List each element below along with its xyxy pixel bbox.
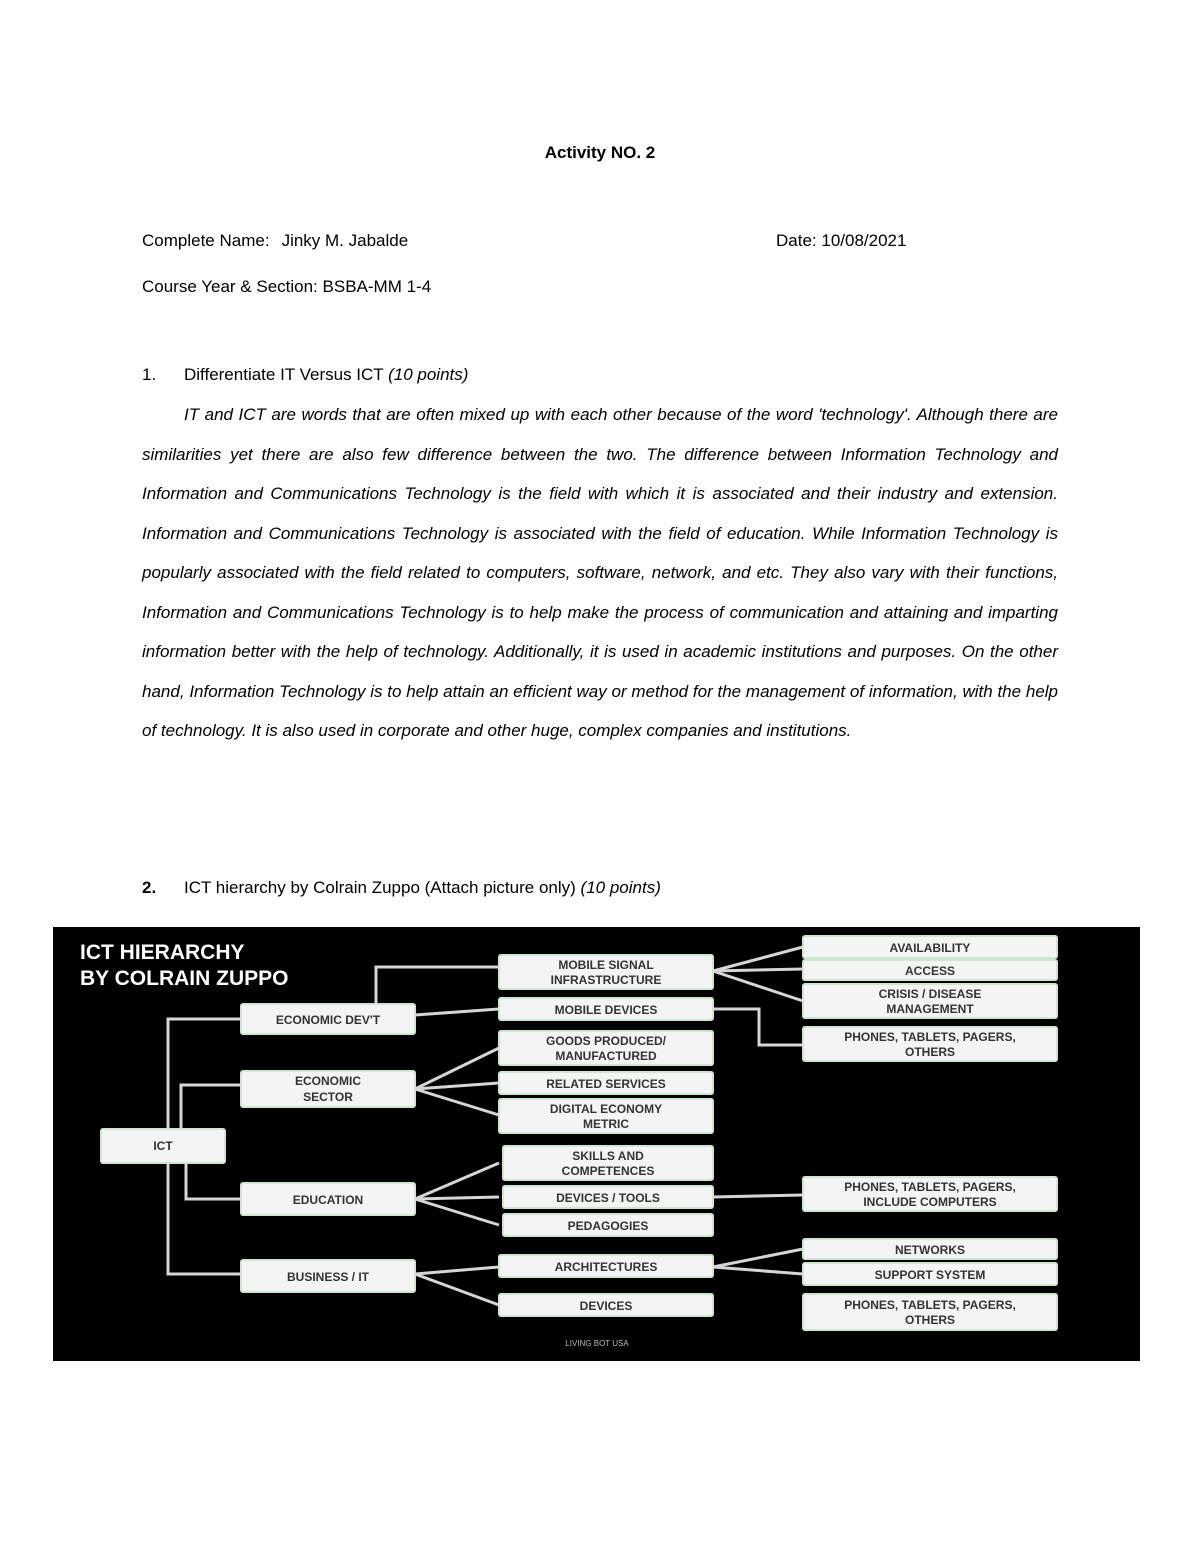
name-label: Complete Name: [142,231,270,250]
connector [713,1249,803,1267]
svg-text:SUPPORT SYSTEM: SUPPORT SYSTEM [874,1268,986,1282]
connector [168,1161,241,1274]
svg-text:NETWORKS: NETWORKS [895,1243,965,1257]
svg-text:METRIC: METRIC [583,1117,629,1131]
connector [713,1267,803,1274]
node-related-services [499,1072,713,1094]
svg-text:DEVICES: DEVICES [579,1299,633,1313]
node-digital-economy [499,1099,713,1133]
question-number: 1. [142,365,157,384]
svg-text:ECONOMIC: ECONOMIC [295,1074,361,1088]
node-devices [499,1294,713,1316]
svg-text:SECTOR: SECTOR [303,1090,353,1104]
question-1-heading [142,365,468,385]
diagram-title-line2: BY COLRAIN ZUPPO [80,967,289,990]
svg-text:MOBILE SIGNAL: MOBILE SIGNAL [558,958,654,972]
date-label: Date: [776,231,817,250]
connector [186,1161,241,1199]
course-row [142,277,431,297]
svg-text:EDUCATION: EDUCATION [292,1193,364,1207]
svg-text:COMPETENCES: COMPETENCES [561,1164,655,1178]
svg-text:PEDAGOGIES: PEDAGOGIES [567,1219,649,1233]
node-support-system [803,1263,1057,1285]
connector [181,1085,241,1129]
name-row [142,231,408,251]
svg-text:PHONES, TABLETS, PAGERS,: PHONES, TABLETS, PAGERS, [844,1298,1016,1312]
question-prompt: ICT hierarchy by Colrain Zuppo (Attach picture only) [184,878,576,897]
node-crisis [803,984,1057,1018]
connector [415,1089,499,1115]
diagram-credit: LIVING BOT USA [565,1339,629,1348]
connector [713,947,803,971]
diagram-canvas [53,927,1140,1361]
svg-text:DEVICES / TOOLS: DEVICES / TOOLS [556,1191,660,1205]
svg-text:INCLUDE COMPUTERS: INCLUDE COMPUTERS [863,1195,997,1209]
node-phones-others-bottom [803,1294,1057,1330]
course-value: BSBA-MM 1-4 [322,277,432,296]
connector [168,1019,241,1145]
node-economic-sector [241,1071,415,1107]
connector [713,969,803,971]
date-value: 10/08/2021 [821,231,907,250]
node-phones-others [803,1027,1057,1061]
connector [415,1267,499,1274]
node-architectures [499,1255,713,1277]
svg-text:ECONOMIC DEV'T: ECONOMIC DEV'T [275,1013,381,1027]
svg-text:OTHERS: OTHERS [904,1313,956,1327]
connector [415,1199,499,1225]
course-label: Course Year & Section: [142,277,318,296]
node-economic-devt [241,1004,415,1034]
node-devices-tools [503,1186,713,1208]
node-pedagogies [503,1214,713,1236]
node-education [241,1183,415,1215]
node-ict [101,1129,225,1163]
question-number: 2. [142,878,157,897]
svg-text:ARCHITECTURES: ARCHITECTURES [554,1260,658,1274]
node-availability [803,936,1057,958]
name-value: Jinky M. Jabalde [281,231,409,250]
connector [713,1195,803,1197]
svg-text:PHONES, TABLETS, PAGERS,: PHONES, TABLETS, PAGERS, [844,1030,1016,1044]
node-networks [803,1239,1057,1259]
svg-text:RELATED SERVICES: RELATED SERVICES [546,1077,666,1091]
svg-text:CRISIS / DISEASE: CRISIS / DISEASE [878,987,982,1001]
svg-text:OTHERS: OTHERS [904,1045,956,1059]
svg-text:MOBILE DEVICES: MOBILE DEVICES [554,1003,658,1017]
connector [713,1009,803,1045]
node-skills [503,1146,713,1180]
ict-hierarchy-diagram [53,927,1140,1361]
svg-text:BUSINESS / IT: BUSINESS / IT [286,1270,370,1284]
question-prompt: Differentiate IT Versus ICT [184,365,384,384]
diagram-title-line1: ICT HIERARCHY [80,941,245,964]
connector [415,1163,499,1199]
question-points: (10 points) [580,878,661,897]
node-access [803,960,1057,980]
svg-text:MANAGEMENT: MANAGEMENT [886,1002,974,1016]
question-2-heading [142,878,661,898]
node-goods-produced [499,1031,713,1065]
connector [376,967,499,1004]
node-business-it [241,1260,415,1292]
node-mobile-signal [499,955,713,989]
connector [415,1274,499,1305]
connector [415,1197,499,1199]
date-row [776,231,906,251]
svg-text:MANUFACTURED: MANUFACTURED [555,1049,657,1063]
svg-text:INFRASTRUCTURE: INFRASTRUCTURE [550,973,662,987]
answer-paragraph: IT and ICT are words that are often mixed up with each other because of the word 'technology'. Although there are similarities yet there are also few difference between the two. The difference between Information Technology and Information and Communications Technology is the field with which it is associated and their industry and extension. Information and Communications Technology is associated with the field of education. While Information Technology is popularly associated with the field related to computers, software, network, and etc. They also vary with their functions, Information and Communications Technology is to help make the process of communication and attaining and imparting information better with the help of technology. Additionally, it is used in academic institutions and purposes. On the other hand, Information Technology is to help attain an efficient way or method for the management of information, with the help of technology. It is also used in corporate and other huge, complex companies and institutions. [142,405,1058,740]
svg-text:PHONES, TABLETS, PAGERS,: PHONES, TABLETS, PAGERS, [844,1180,1016,1194]
svg-text:ICT: ICT [153,1139,173,1153]
svg-text:AVAILABILITY: AVAILABILITY [889,941,971,955]
node-phones-computers [803,1177,1057,1211]
svg-text:DIGITAL ECONOMY: DIGITAL ECONOMY [549,1102,663,1116]
connector [713,971,803,1001]
svg-text:ACCESS: ACCESS [904,964,956,978]
svg-text:SKILLS AND: SKILLS AND [572,1149,644,1163]
node-mobile-devices [499,998,713,1020]
connector [415,1009,499,1015]
page-title: Activity NO. 2 [544,143,656,162]
question-points: (10 points) [388,365,469,384]
svg-text:GOODS PRODUCED/: GOODS PRODUCED/ [545,1034,667,1048]
